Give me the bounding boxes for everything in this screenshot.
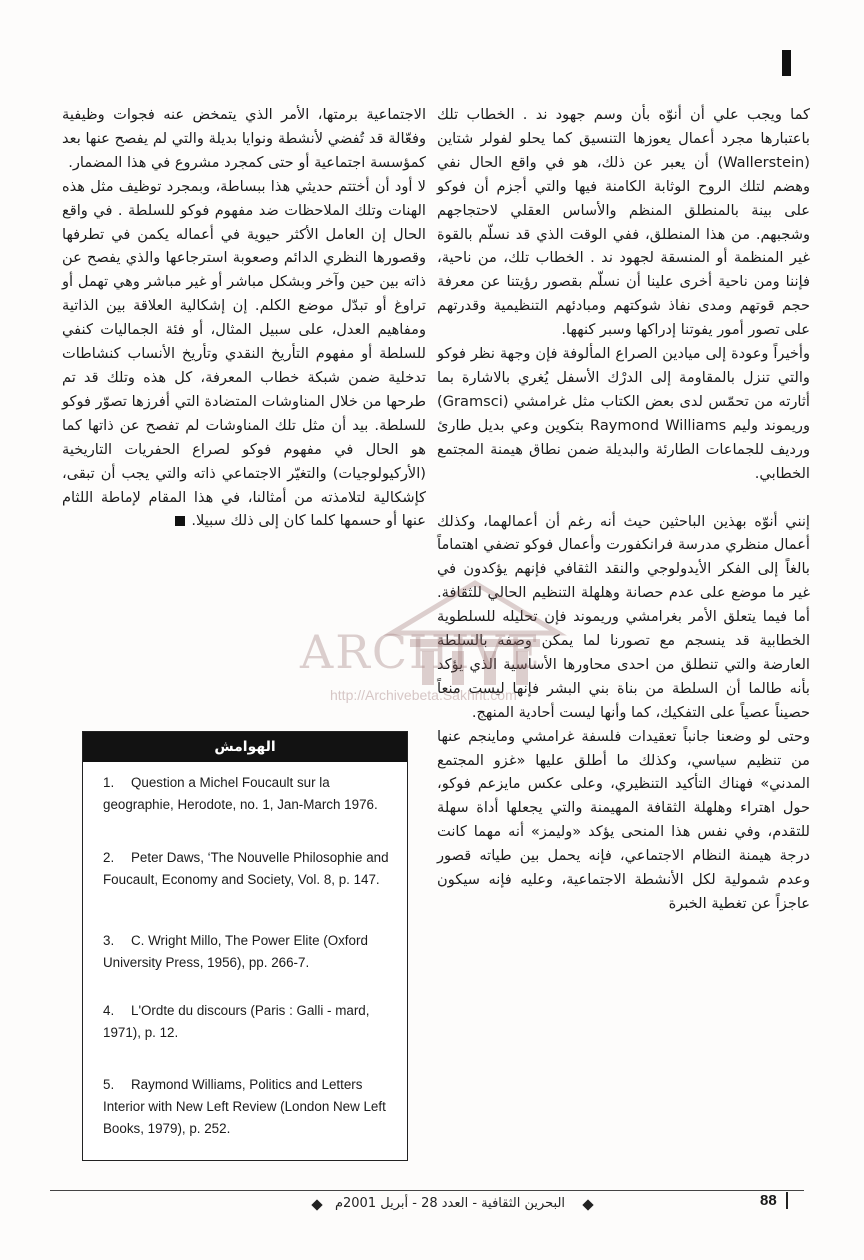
footnote-item bbox=[103, 1000, 395, 1044]
footnote-item bbox=[103, 930, 395, 974]
paragraph: وأخيراً وعودة إلى ميادين الصراع المألوفة فإن وجهة نظر فوكو والتي تنزل بالمقاومة إلى الدرْك الأسفل يُغري بالاشارة بما أثارته من تحمّس لدى بعض الكتاب مثل غرامشي (Gramsci) وريموند وليم Raymond Williams بتكوين وعي بديل طارئ ورديف للجماعات الطارئة والبديلة ضمن نطاق هيمنة المجتمع الخطابي. bbox=[437, 345, 811, 482]
footnote-number: 3. bbox=[103, 933, 115, 948]
paragraph-text: لا أود أن أختتم حديثي هذا ببساطة، وبمجرد توظيف مثل هذه الهنات وتلك الملاحظات ضد مفهوم فوكو للسلطة . في واقع الحال إن العامل الأكثر حيوية في أعماله يكمن في تطرفها وقصورها النظري الدائم وصعوبة استرجاعها والذي يفصح عن ذاته بين حين وآخر وبشكل مباشر أو غير مباشر وهي تهمل أو تراوغ أو تبدّل موضع الكلم. إن إشكالية العلاقة بين الذاتية ومفاهيم العدل، على سبيل المثال، أو فئة الجماليات كنفي للسلطة أو مفهوم التأريخ النقدي وتأريخ الأنساب كنشاطات تدخلية ضمن شبكة خطاب المعرفة، كل هذه وتلك قد تم طرحها من خلال المناوشات المتضادة التي أفرزها تصوّر فوكو للسلطة. بيد أن مثل تلك المناوشات لم تفصح عن ذاتها كما هو الحال في مفهوم فوكو لصراع الحفريات التاريخية (الأركيولوجيات) والتغيّر الاجتماعي ذاته والتي يجب أن تبقى، كإشكالية لتلامذته من أمثالنا، في هذا المقام لإماطة اللثام عنها أو حسمها كلما كان إلى ذلك سبيلا. bbox=[62, 177, 426, 530]
section-marker bbox=[782, 50, 791, 76]
footnote-item bbox=[103, 1074, 395, 1140]
paragraph: كما ويجب علي أن أنوّه بأن وسم جهود ند . الخطاب تلك باعتبارها مجرد أعمال يعوزها التنسيق كما يحلو لفولر شتاين (Wallerstein) أن يعبر عن ذلك، هو في واقع الحال نفي وهضم لتلك الروح الوثابة الكامنة فيها والتي أجزم أن فوكو على بينة بالمنطلق المنظم والأساس العقلي لاحتجاجهم وشجبهم. من هذا المنطلق، ففي الوقت الذي قد نسلّم بالقوة غير المنظمة أو المنسقة لجهود ند . الخطاب تلك، من ناحية، فإننا ومن ناحية أخرى علينا أن نسلّم بقصور رؤيتنا عن معرفة حجم قوتهم ومدى نفاذ شوكتهم ومبادئهم التنظيمية وقدرتهم على تصور أمور يفوتنا إدراكها وسبر كنهها. bbox=[437, 106, 810, 339]
footnote-text: Raymond Williams, Politics and Letters Interior with New Left Review (London New Left Books, 1979), p. 252. bbox=[103, 1077, 386, 1136]
footnote-item bbox=[103, 847, 395, 891]
footnote-number: 5. bbox=[103, 1077, 115, 1092]
paragraph: وحتى لو وضعنا جانباً تعقيدات فلسفة غرامشي وماينجم عنها من تنظيم سياسي، وكذلك ما أطلق عليها «غزو المجتمع المدني» فهناك التأكيد التنظيري، وعلى عكس مايزعم فوكو، حول اهتراء وهلهلة الثقافة المهيمنة والتي يجعلها أداة سهلة للتقدم، وفي نفس هذا المنحى يؤكد «وليمز» أنه مهما كانت درجة هيمنة النظام الاجتماعي، فإنه يحمل بين طياته قصور وعدم شمولية لكل الأنشطة الاجتماعية، وعليه فإنه سيكون عاجزاً عن تغطية الخبرة bbox=[437, 727, 810, 912]
footnote-text: Question a Michel Foucault sur la geographie, Herodote, no. 1, Jan-March 1976. bbox=[103, 775, 378, 812]
footer-rule bbox=[50, 1190, 804, 1191]
footer-publication-info: البحرين الثقافية - العدد 28 - أبريل 2001م bbox=[334, 1196, 566, 1211]
footnotes-title: الهوامش bbox=[83, 732, 407, 762]
paragraph bbox=[62, 175, 426, 534]
footnote-text: C. Wright Millo, The Power Elite (Oxford University Press, 1956), pp. 266-7. bbox=[103, 933, 368, 970]
page-number: 88 bbox=[760, 1192, 788, 1209]
footnotes-box bbox=[82, 731, 408, 1161]
footnote-text: Peter Daws, ‘The Nouvelle Philosophie and Foucault, Economy and Society, Vol. 8, p. 147. bbox=[103, 850, 389, 887]
end-of-article-mark bbox=[175, 516, 185, 526]
watermark-url: http://Archivebeta.Sakhrit.com bbox=[330, 687, 517, 703]
right-text-column bbox=[437, 103, 810, 916]
paragraph: الاجتماعية برمتها، الأمر الذي يتمخض عنه فجوات وظيفية وفعّالة قد تُفضي لأنشطة ونوايا بديلة والتي لم يفصح عنها بعد كمؤسسة اجتماعية أو حتى كمجرد مشروع في هذا المضمار. bbox=[62, 106, 426, 171]
footnote-number: 2. bbox=[103, 850, 115, 865]
paragraph: إنني أنوّه بهذين الباحثين حيث أنه رغم أن أعمالهما، وكذلك أعمال منظري مدرسة فرانكفورت وأعمال فوكو تضفي اهتماماً بالغاً إلى الفكر الأيدولوجي والنقد الثقافي فإنهم يؤكدون في غير ما موضع على عدم حصانة وهلهلة التنظيم الحالي للثقافة. أما فيما يتعلق الأمر بغرامشي وريموند فإن تحليله للسلطوية الخطابية قد ينسجم مع تصورنا لما يمكن وصفه بالسلطة العارضة والتي تنطلق من احدى محاورها الأساسية الذي يؤكد بأنه طالما أن السلطة من بناة بني البشر فإنها ليست منعاً حصيناً عصياً على التفكيك، كما وأنها ليست أحادية المنهج. bbox=[437, 512, 810, 721]
footnote-text: L'Ordte du discours (Paris : Galli - mard, 1971), p. 12. bbox=[103, 1003, 370, 1040]
footnote-number: 1. bbox=[103, 775, 115, 790]
page-footer bbox=[0, 1190, 864, 1220]
footnote-number: 4. bbox=[103, 1003, 115, 1018]
left-text-column bbox=[62, 103, 426, 533]
watermark-word: ARCHIVE bbox=[300, 625, 543, 679]
footnote-item bbox=[103, 772, 395, 816]
